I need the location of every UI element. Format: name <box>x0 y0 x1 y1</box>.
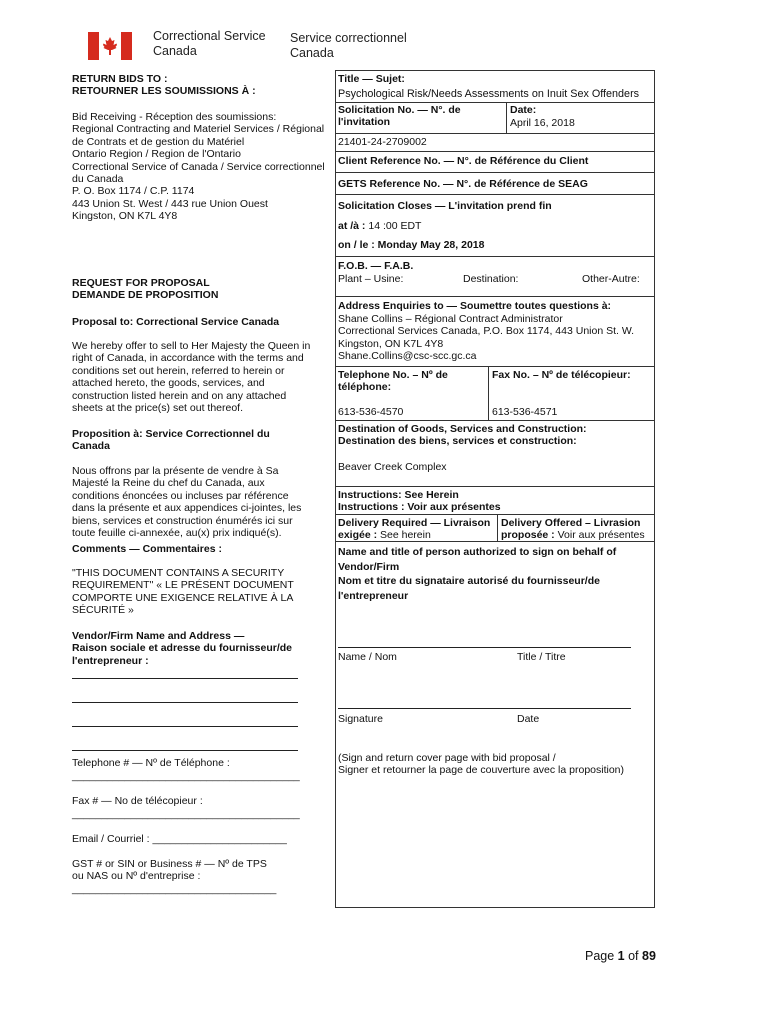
name-title-line[interactable] <box>338 647 631 648</box>
title-label: Title — Sujet: <box>338 73 405 85</box>
comments-label: Comments — Commentaires : <box>72 543 222 555</box>
vendor-line-1[interactable] <box>72 678 298 679</box>
delivery-required-text: See herein <box>377 529 431 541</box>
offer-en: We hereby offer to sell to Her Majesty the Queen in right of Canada, in accordance with the terms and conditions set out herein, referred to herein or attached hereto, the goods, services, and construction listed herein and on any attached sheets at the price(s) set out thereof. <box>72 340 311 415</box>
date-value: April 16, 2018 <box>510 117 575 129</box>
fax-label: Fax # — No de télécopieur : <box>72 795 203 807</box>
fob-other: Other-Autre: <box>582 273 640 285</box>
divider <box>335 102 655 103</box>
divider <box>335 194 655 195</box>
divider <box>497 514 498 541</box>
divider <box>335 151 655 152</box>
fob-destination: Destination: <box>463 273 519 285</box>
bid-receiving-address: Bid Receiving - Réception des soumissions: Regional Contracting and Materiel Services / Régional de Contrats et de gestion du Matériel Ontario Region / Region de l'Ontario Correctional Service of Canada / Service correctionnel du Canada P. O. Box 1174 / C.P. 1174 443 Union St. West / 443 rue Union Ouest Kingston, ON K7L 4Y8 <box>72 111 325 223</box>
closes-time <box>338 220 421 232</box>
vendor-line-2[interactable] <box>72 702 298 703</box>
return-bids-heading: RETURN BIDS TO : RETOURNER LES SOUMISSIONS À : <box>72 73 256 98</box>
page-total: 89 <box>642 949 656 963</box>
date-label: Date: <box>510 104 537 116</box>
delivery-required-label: Delivery Required — Livraison <box>338 517 491 529</box>
gst-field[interactable]: GST # or SIN or Business # — Nº de TPS ou NAS ou Nº d'entreprise : ___________________________________ <box>72 858 277 895</box>
authorized-signer-label: Name and title of person authorized to sign on behalf of Vendor/Firm Nom et titre du signataire autorisé du fournisseur/de l'entrepreneur <box>338 546 617 602</box>
delivery-required-fr: exigée : <box>338 529 378 541</box>
divider <box>335 366 655 367</box>
page-current: 1 <box>617 949 625 963</box>
divider <box>335 486 655 487</box>
enquiries-value: Shane Collins – Régional Contract Administrator Correctional Services Canada, P.O. Box 1174, 443 Union St. W. Kingston, ON K7L 4Y8 Shane.Collins@csc-scc.gc.ca <box>338 313 635 363</box>
signature-line[interactable] <box>338 708 631 709</box>
dept-en-line1: Correctional Service <box>153 29 266 43</box>
closes-label: Solicitation Closes — L'invitation prend fin <box>338 200 552 212</box>
date-sig-label: Date <box>517 713 540 725</box>
telephone-no-value: 613-536-4570 <box>338 406 404 418</box>
rfp-title: REQUEST FOR PROPOSAL DEMANDE DE PROPOSITION <box>72 277 219 302</box>
telephone-label: Telephone # — Nº de Téléphone : <box>72 757 230 769</box>
at-value: 14 :00 EDT <box>365 220 422 232</box>
dept-name-fr <box>290 31 407 61</box>
solicitation-label: Solicitation No. — N°. de l'invitation <box>338 104 461 129</box>
canada-flag-icon <box>88 32 132 60</box>
signature-label: Signature <box>338 713 383 725</box>
telephone-no-label: Telephone No. – Nº de téléphone: <box>338 369 448 394</box>
divider <box>335 514 655 515</box>
divider <box>506 102 507 134</box>
offer-fr: Nous offrons par la présente de vendre à Sa Majesté la Reine du chef du Canada, aux conditions énoncées ou incluses par référence dans la présente et aux appendices ci-jointes, les biens, services et construction énumérés ici sur toute feuille ci-annexée, au(x) prix indiqué(s). <box>72 465 302 540</box>
telephone-field[interactable]: _______________________________________ <box>72 770 300 782</box>
destination-goods-value: Beaver Creek Complex <box>338 461 447 473</box>
vendor-label: Vendor/Firm Name and Address — Raison sociale et adresse du fournisseur/de l'entrepreneur : <box>72 630 292 667</box>
page-number <box>585 949 656 964</box>
fob-label: F.O.B. — F.A.B. <box>338 260 414 272</box>
gets-reference-label: GETS Reference No. — N°. de Référence de SEAG <box>338 178 588 190</box>
destination-goods-label: Destination of Goods, Services and Construction: Destination des biens, services et construction: <box>338 423 587 448</box>
proposal-to: Proposal to: Correctional Service Canada <box>72 316 280 328</box>
fob-plant: Plant – Usine: <box>338 273 404 285</box>
dept-fr-line2: Canada <box>290 46 334 60</box>
fax-no-value: 613-536-4571 <box>492 406 558 418</box>
delivery-offered-label: Delivery Offered – Livrasion <box>501 517 641 529</box>
vendor-line-3[interactable] <box>72 726 298 727</box>
delivery-offered-text: Voir aux présentes <box>554 529 645 541</box>
divider <box>335 296 655 297</box>
fax-no-label: Fax No. – Nº de télécopieur: <box>492 369 631 381</box>
closes-date: on / le : Monday May 28, 2018 <box>338 239 485 251</box>
at-label: at /à : <box>338 220 366 232</box>
divider <box>488 366 489 421</box>
dept-name-en <box>153 29 266 59</box>
divider <box>335 172 655 173</box>
divider <box>335 256 655 257</box>
vendor-line-4[interactable] <box>72 750 298 751</box>
title-sig-label: Title / Titre <box>517 651 566 663</box>
divider <box>335 541 655 542</box>
email-field[interactable]: Email / Courriel : _______________________ <box>72 833 287 845</box>
dept-en-line2: Canada <box>153 44 197 58</box>
page-of: of <box>624 949 642 963</box>
security-note: "THIS DOCUMENT CONTAINS A SECURITY REQUIREMENT" « LE PRÉSENT DOCUMENT COMPORTE UNE EXIGENCE RELATIVE À LA SÉCURITÉ » <box>72 567 294 617</box>
proposition-fr: Proposition à: Service Correctionnel du Canada <box>72 428 270 453</box>
solicitation-number: 21401-24-2709002 <box>338 136 427 148</box>
page-prefix: Page <box>585 949 618 963</box>
enquiries-label: Address Enquiries to — Soumettre toutes questions à: <box>338 300 612 312</box>
dept-fr-line1: Service correctionnel <box>290 31 407 45</box>
divider <box>335 420 655 421</box>
sign-return-note: (Sign and return cover page with bid proposal / Signer et retourner la page de couverture avec la proposition) <box>338 752 625 777</box>
delivery-required-value <box>338 529 431 541</box>
client-reference-label: Client Reference No. — N°. de Référence du Client <box>338 155 589 167</box>
name-label: Name / Nom <box>338 651 397 663</box>
delivery-offered-value <box>501 529 645 541</box>
delivery-offered-fr: proposée : <box>501 529 555 541</box>
fax-field[interactable]: _______________________________________ <box>72 808 300 820</box>
title-value: Psychological Risk/Needs Assessments on Inuit Sex Offenders <box>338 88 640 100</box>
instructions-label: Instructions: See Herein Instructions : Voir aux présentes <box>338 489 501 514</box>
divider <box>335 133 655 134</box>
